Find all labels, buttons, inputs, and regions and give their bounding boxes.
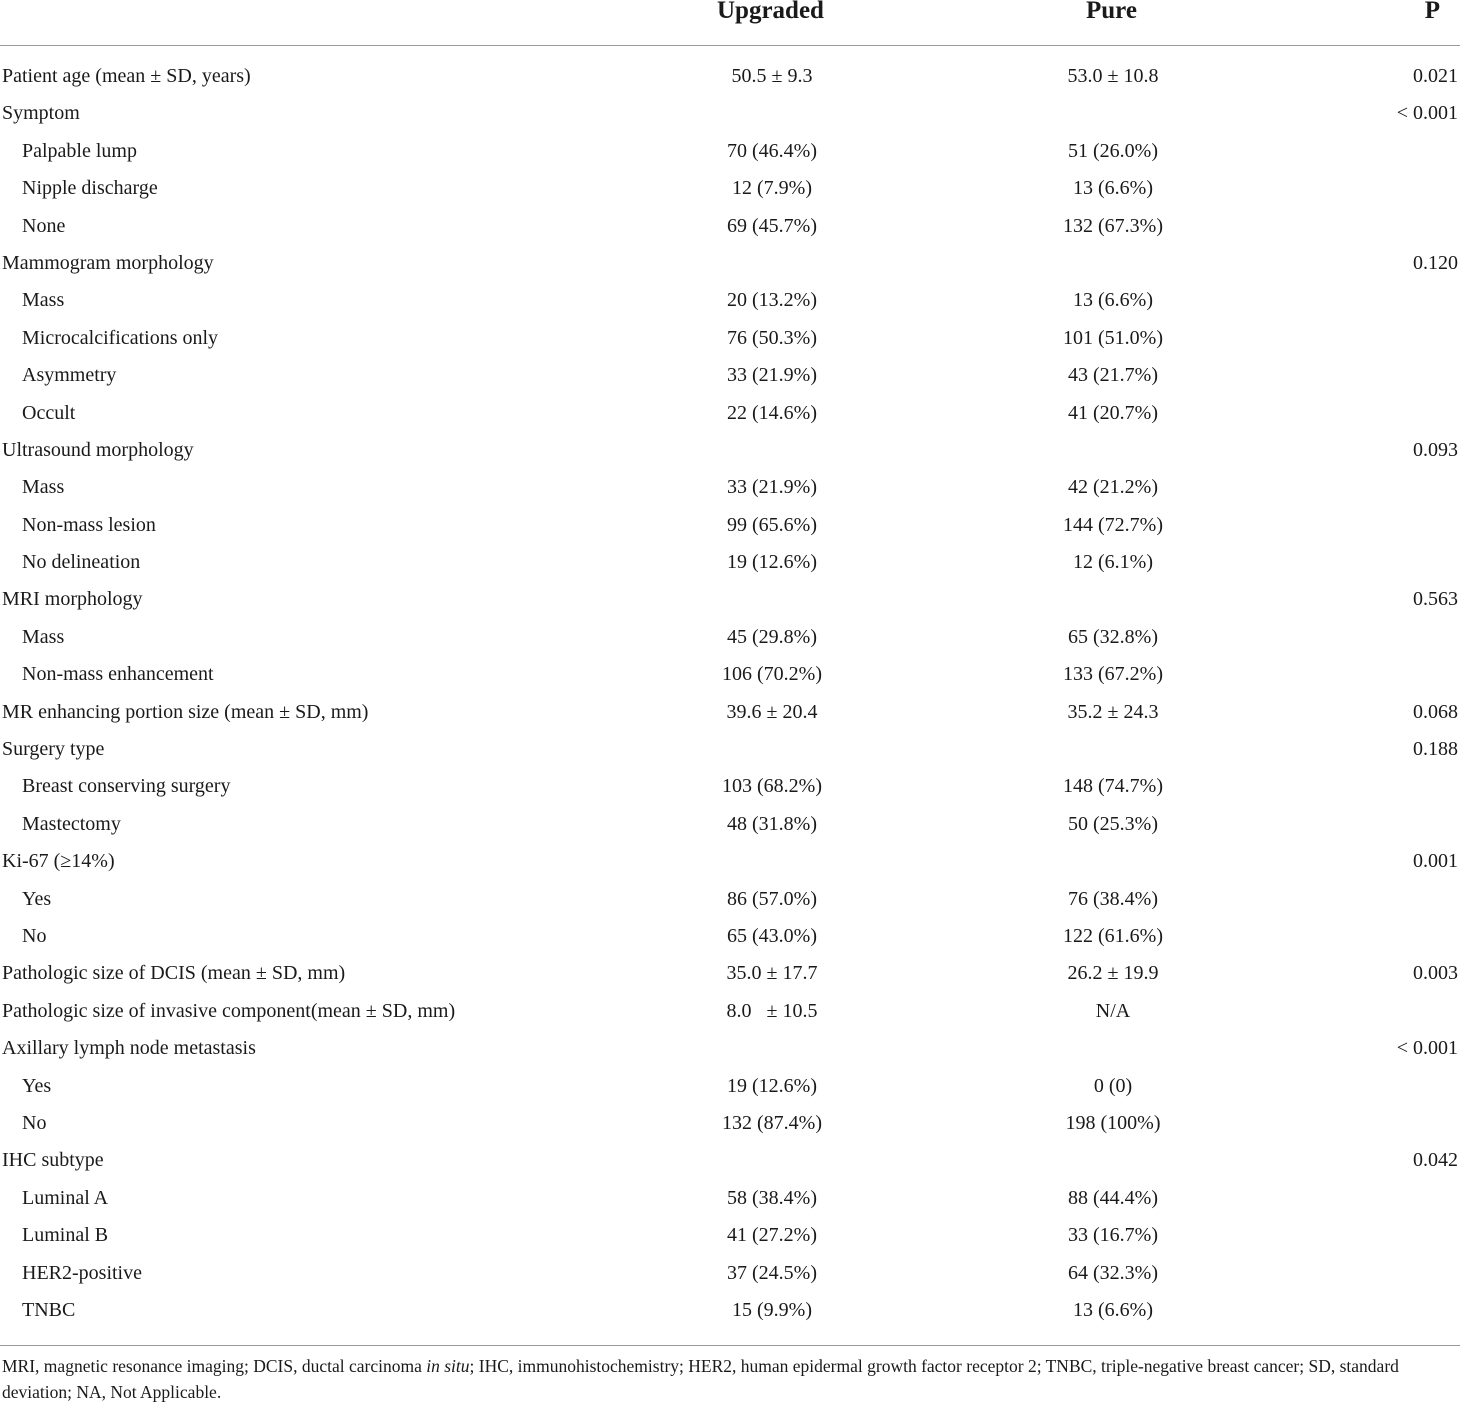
row-label: Ki-67 (≥14%) [2,850,115,873]
row-p-value: 0.001 [1413,850,1458,873]
table-row [0,208,1460,245]
row-label: IHC subtype [2,1149,104,1172]
row-upgraded-value: 19 (12.6%) [727,1074,817,1097]
row-pure-value: 64 (32.3%) [1068,1261,1158,1284]
row-label: No [22,1111,47,1134]
row-pure-value: 132 (67.3%) [1063,214,1163,237]
row-upgraded-value: 33 (21.9%) [727,476,817,499]
row-label: TNBC [22,1298,76,1321]
row-label: Surgery type [2,738,105,761]
row-upgraded-value: 12 (7.9%) [732,177,812,200]
table-row [0,881,1460,918]
row-pure-value: 35.2 ± 24.3 [1067,700,1159,723]
row-label: Mass [22,289,65,312]
row-upgraded-value: 45 (29.8%) [727,625,817,648]
footnote-part2: ; IHC, immunohistochemistry; HER2, human epidermal growth factor receptor 2; TNBC, triple-negative breast cancer; SD, standard deviation; NA, Not Applicable. [2,1356,1399,1402]
row-label: MRI morphology [2,588,143,611]
header-pure: Pure [1086,0,1137,24]
row-label: Mass [22,625,65,648]
row-pure-value: 148 (74.7%) [1063,775,1163,798]
row-label: Yes [22,887,52,910]
table-row [0,432,1460,469]
table-row [0,1030,1460,1067]
table-row [0,768,1460,805]
row-pure-value: 144 (72.7%) [1063,513,1163,536]
row-pure-value: 133 (67.2%) [1063,663,1163,686]
row-label: None [22,214,66,237]
table-header [0,0,1460,24]
table-footnote [2,1353,1458,1405]
row-pure-value: 88 (44.4%) [1068,1186,1158,1209]
row-label: Palpable lump [22,139,137,162]
header-p: P [1424,0,1440,24]
table-row [0,170,1460,207]
row-label: HER2-positive [22,1261,142,1284]
row-label: Patient age (mean ± SD, years) [2,65,251,87]
row-pure-value: 101 (51.0%) [1063,326,1163,349]
row-p-value: 0.068 [1413,700,1458,723]
row-label: Microcalcifications only [22,326,219,349]
table-row [0,619,1460,656]
row-upgraded-value: 106 (70.2%) [722,663,822,686]
table-row [0,656,1460,693]
row-pure-value: 12 (6.1%) [1073,551,1153,574]
table-row [0,544,1460,581]
row-label: MR enhancing portion size (mean ± SD, mm) [2,700,369,723]
table-row [0,320,1460,357]
row-upgraded-value: 65 (43.0%) [727,924,817,947]
table-row [0,1255,1460,1292]
row-pure-value: 65 (32.8%) [1068,625,1158,648]
row-label: Nipple discharge [22,177,158,200]
row-upgraded-value: 76 (50.3%) [727,326,817,349]
row-label: Ultrasound morphology [2,438,194,461]
row-pure-value: 13 (6.6%) [1073,289,1153,312]
row-upgraded-value: 33 (21.9%) [727,364,817,387]
row-pure-value: 42 (21.2%) [1068,476,1158,499]
table-row [0,843,1460,880]
table-row [0,58,1460,95]
table-row [0,95,1460,132]
row-upgraded-value: 8.0 ± 10.5 [726,999,818,1022]
table-row [0,245,1460,282]
row-upgraded-value: 20 (13.2%) [727,289,817,312]
row-label: No [22,924,47,947]
row-upgraded-value: 69 (45.7%) [727,214,817,237]
row-p-value: 0.021 [1413,65,1458,87]
row-upgraded-value: 132 (87.4%) [722,1111,822,1134]
row-pure-value: 13 (6.6%) [1073,177,1153,200]
row-label: Mammogram morphology [2,251,214,274]
row-upgraded-value: 48 (31.8%) [727,812,817,835]
table-row [0,395,1460,432]
row-label: No delineation [22,551,141,574]
table-row [0,469,1460,506]
row-p-value: 0.042 [1413,1149,1458,1172]
row-pure-value: 41 (20.7%) [1068,401,1158,424]
row-label: Luminal B [22,1224,109,1247]
row-upgraded-value: 70 (46.4%) [727,139,817,162]
table-row [0,1068,1460,1105]
row-upgraded-value: 50.5 ± 9.3 [731,65,813,87]
row-label: Mastectomy [22,812,121,835]
row-label: Pathologic size of invasive component(mean ± SD, mm) [2,999,456,1022]
row-label: Symptom [2,102,80,125]
row-label: Non-mass enhancement [22,663,214,686]
table-row [0,581,1460,618]
table-body [0,58,1460,1329]
row-label: Breast conserving surgery [22,775,231,798]
row-upgraded-value: 22 (14.6%) [727,401,817,424]
table-row [0,1180,1460,1217]
row-pure-value: 53.0 ± 10.8 [1067,65,1159,87]
table-row [0,357,1460,394]
row-p-value: 0.120 [1413,251,1458,274]
row-upgraded-value: 103 (68.2%) [722,775,822,798]
row-p-value: < 0.001 [1396,1037,1458,1060]
table-row [0,993,1460,1030]
row-pure-value: 122 (61.6%) [1063,924,1163,947]
header-upgraded: Upgraded [717,0,824,24]
row-p-value: < 0.001 [1396,102,1458,125]
table-row [0,282,1460,319]
row-pure-value: 43 (21.7%) [1068,364,1158,387]
table-bottom-rule [0,1345,1460,1346]
row-pure-value: 0 (0) [1093,1074,1133,1097]
row-label: Mass [22,476,65,499]
table-row [0,1292,1460,1329]
row-p-value: 0.003 [1413,962,1458,985]
row-label: Pathologic size of DCIS (mean ± SD, mm) [2,962,346,985]
table-row [0,955,1460,992]
row-upgraded-value: 35.0 ± 17.7 [726,962,818,985]
footnote-italic: in situ [426,1356,470,1376]
row-pure-value: 26.2 ± 19.9 [1067,962,1159,985]
row-label: Occult [22,401,76,424]
row-pure-value: 50 (25.3%) [1068,812,1158,835]
table-row [0,1217,1460,1254]
footnote-part1: MRI, magnetic resonance imaging; DCIS, ductal carcinoma [2,1356,427,1376]
row-label: Asymmetry [22,364,117,387]
row-label: Yes [22,1074,52,1097]
table-row [0,694,1460,731]
row-label: Luminal A [22,1186,109,1209]
row-upgraded-value: 86 (57.0%) [727,887,817,910]
table-row [0,1142,1460,1179]
table-row [0,133,1460,170]
row-upgraded-value: 58 (38.4%) [727,1186,817,1209]
row-p-value: 0.563 [1413,588,1458,611]
row-label: Non-mass lesion [22,513,156,536]
row-upgraded-value: 37 (24.5%) [727,1261,817,1284]
row-pure-value: N/A [1095,999,1131,1022]
row-upgraded-value: 15 (9.9%) [732,1298,812,1321]
table-row [0,1105,1460,1142]
row-upgraded-value: 41 (27.2%) [727,1224,817,1247]
row-pure-value: 13 (6.6%) [1073,1298,1153,1321]
row-p-value: 0.188 [1413,738,1458,761]
table-row [0,806,1460,843]
header-rule [0,45,1460,46]
row-upgraded-value: 99 (65.6%) [727,513,817,536]
row-pure-value: 51 (26.0%) [1068,139,1158,162]
table-row [0,918,1460,955]
row-pure-value: 198 (100%) [1065,1111,1161,1134]
row-upgraded-value: 19 (12.6%) [727,551,817,574]
row-pure-value: 76 (38.4%) [1068,887,1158,910]
table-row [0,507,1460,544]
row-pure-value: 33 (16.7%) [1068,1224,1158,1247]
row-upgraded-value: 39.6 ± 20.4 [726,700,818,723]
row-label: Axillary lymph node metastasis [2,1037,256,1060]
row-p-value: 0.093 [1413,438,1458,461]
table-row [0,731,1460,768]
